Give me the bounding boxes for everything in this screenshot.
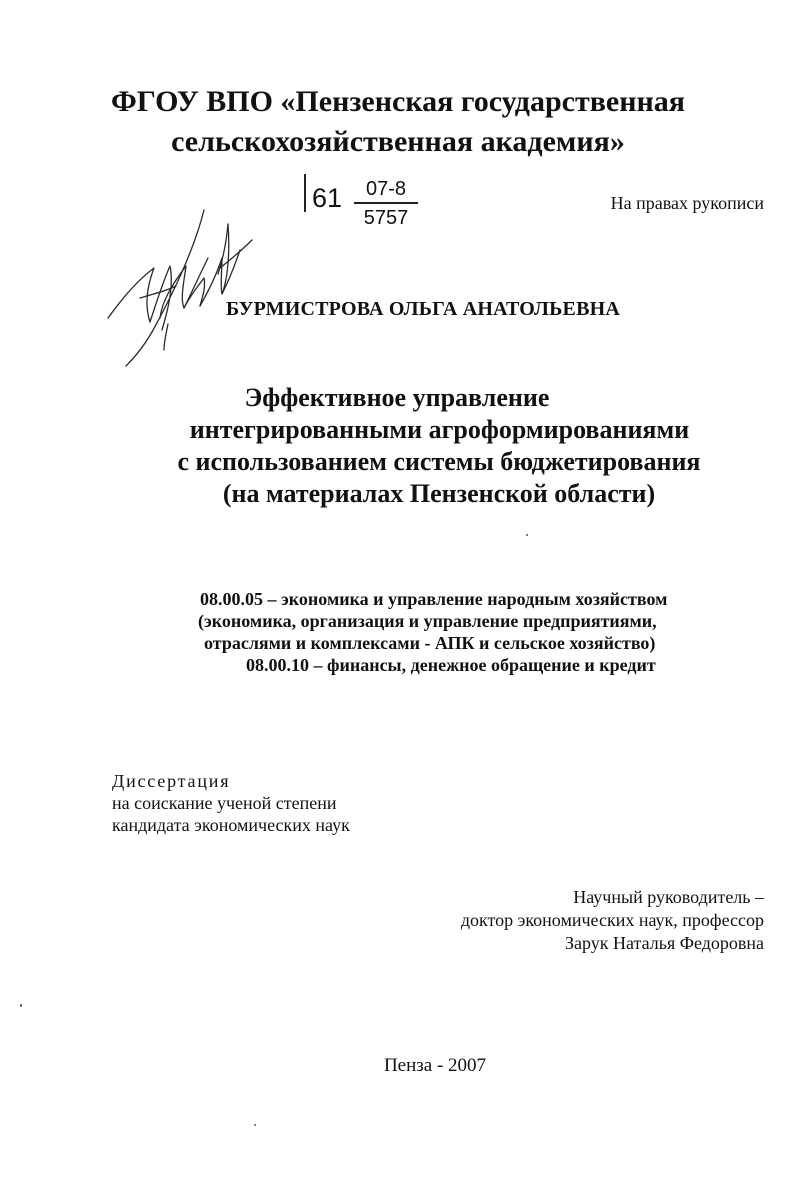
handwritten-signature [104,200,274,370]
supervisor-credentials: доктор экономических наук, профессор [460,910,764,930]
manuscript-rights-note: На правах рукописи [610,193,764,213]
supervisor-role: Научный руководитель – [573,887,764,907]
title-line-3: с использованием системы бюджетирования [177,447,701,476]
title-line-2: интегрированными агроформированиями [189,415,690,444]
institution-line-1: ФГОУ ВПО «Пензенская государственная [110,85,686,118]
degree-line-1-rest: на соискание ученой степени [112,793,337,813]
scan-speck [526,534,528,536]
specialty-line-3: отраслями и комплексами - АПК и сельское хозяйство) [204,633,656,653]
dissertation-title [0,382,796,510]
specialty-line-4: 08.00.10 – финансы, денежное обращение и кредит [246,655,656,675]
stamp-numerator: 07-8 [354,177,418,204]
degree-line-1 [112,770,350,814]
scan-speck [20,1004,22,1007]
title-line-4: (на материалах Пензенской области) [222,479,656,508]
institution-name [0,82,796,162]
title-line-1: Эффективное управление [244,383,550,412]
stamp-divider [304,174,306,212]
degree-statement [112,770,350,836]
specialty-line-1: 08.00.05 – экономика и управление народным хозяйством [200,589,668,609]
library-stamp-code: 61 [312,183,343,213]
specialty-line-2: (экономика, организация и управление предприятиями, [198,611,657,631]
stamp-denominator: 5757 [363,207,409,229]
city-and-year: Пенза - 2007 [383,1055,487,1076]
scan-speck [254,1124,256,1126]
library-stamp-fraction [354,177,418,230]
degree-word: Диссертация [112,771,231,791]
author-name: БУРМИСТРОВА ОЛЬГА АНАТОЛЬЕВНА [226,298,621,320]
scientific-supervisor [420,886,764,955]
degree-line-2: кандидата экономических наук [112,815,350,835]
specialty-codes [188,588,708,676]
institution-line-2: сельскохозяйственная академия» [171,125,625,158]
supervisor-name: Зарук Наталья Федоровна [565,933,764,953]
